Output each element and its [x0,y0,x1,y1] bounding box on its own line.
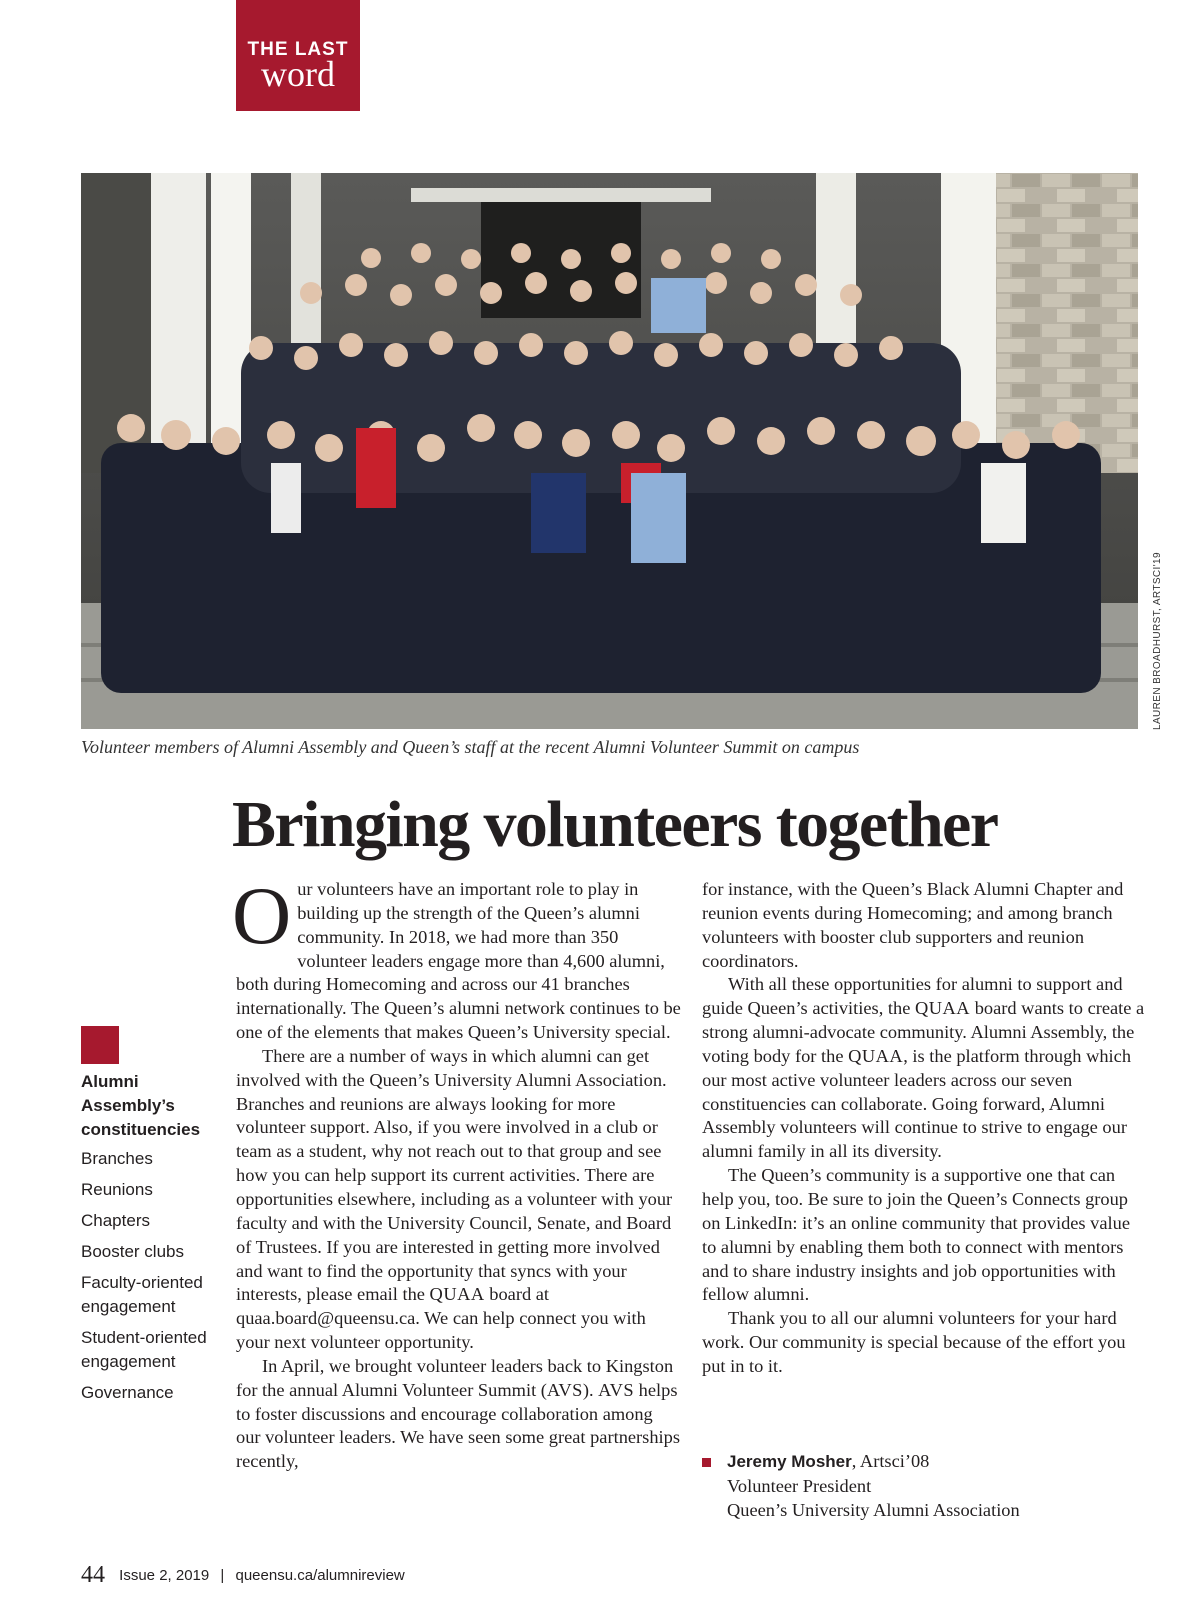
paragraph-5-text-c: , is the platform through which our most active volunteer leaders across our seven constituencies can collaborate. Going forward, Alumni Assembly volunteers will continue to strive to engage our alumni family in all its diversity. [702,1045,1132,1162]
issue-label: Issue 2, 2019 [119,1567,210,1584]
quaa-abbr-2: QUAA [914,998,971,1019]
dropcap: O [232,870,292,961]
photo-caption: Volunteer members of Alumni Assembly and Queen’s staff at the recent Alumni Volunteer Summit on campus [81,737,860,757]
avs-abbr: AVS [546,1379,583,1400]
sidebar-item: Student-oriented engagement [81,1328,207,1371]
article-headline: Bringing volunteers together [232,788,998,861]
paragraph-3 [236,1355,681,1474]
sidebar-accent-square [81,1026,119,1064]
section-tag-top: THE LAST [247,39,349,60]
sidebar-item: Reunions [81,1180,153,1199]
paragraph-2 [236,1045,681,1355]
paragraph-3-text-a: In April, we brought volunteer leaders back to Kingston for the annual Alumni Volunteer Summit ( [236,1355,674,1400]
paragraph-2-text-b: board at quaa.board@queensu.ca. We can help connect you with your next volunteer opportunity. [236,1284,646,1353]
paragraph-7: Thank you to all our alumni volunteers for your hard work. Our community is special because of the effort you put in to it. [702,1308,1126,1376]
paragraph-2-text-a: There are a number of ways in which alumni can get involved with the Queen’s University Alumni Association. Branches and reunions are always looking for more volunteer support. Also, if you were involved in a club or team as a student, why not reach out to that group and see how you can help support its current activities. There are opportunities elsewhere, including as a volunteer with your faculty and with the University Council, Senate, and Board of Trustees. If you are interested in getting more involved and want to find the opportunity that syncs with your interests, please email the [236,1045,673,1305]
sidebar-title: Alumni Assembly’s constituencies [81,1072,201,1139]
paragraph-1-text: ur volunteers have an important role to play in building up the strength of the Queen’s alumni community. In 2018, we had more than 350 volunteer leaders engage more than 4,600 alumni, both during Homecoming and across our 41 branches internationally. The Queen’s alumni network continues to be one of the elements that makes Queen’s University special. [236,879,681,1043]
paragraph-3-text-b: ). [582,1379,599,1400]
paragraph-4: for instance, with the Queen’s Black Alumni Chapter and reunion events during Homecoming; and among branch volunteers with booster club supporters and reunion coordinators. [702,879,1124,971]
sidebar-item: Branches [81,1149,153,1168]
photo-credit: LAUREN BROADHURST, ARTSCI'19 [1152,552,1163,730]
group-photo [81,173,1138,729]
article-column-2 [702,878,1147,1379]
paragraph-5-text-a: With all these opportunities for alumni to support and guide Queen’s activities, the [702,974,1123,1019]
article-column-1 [232,870,681,1474]
quaa-abbr-3: QUAA [848,1045,904,1066]
paragraph-6: The Queen’s community is a supportive one that can help you, too. Be sure to join the Queen’s Connects group on LinkedIn: it’s an online community that provides value to alumni by enabling them both to connect with mentors and to share industry insights and job opportunities with fellow alumni. [702,1165,1131,1305]
sidebar-item: Booster clubs [81,1242,184,1261]
author-degree: , Artsci’08 [851,1451,930,1471]
page-number: 44 [81,1562,105,1588]
author-title: Volunteer President [727,1476,872,1496]
section-tag [236,0,360,111]
paragraph-1 [232,870,681,1045]
sidebar-list [81,1147,231,1412]
footer-url[interactable]: queensu.ca/alumnireview [235,1567,405,1584]
avs-abbr-2: AVS [598,1379,635,1400]
paragraph-5-text-b: board wants to create a strong alumni-advocate community. Alumni Assembly, the voting body for the [702,998,1145,1066]
paragraph-3-text-c: helps to foster discussions and encourage collaboration among our volunteer leaders. We have seen some great partnerships recently, [236,1379,680,1472]
author-signoff [702,1449,1147,1522]
author-organization: Queen’s University Alumni Association [727,1500,1020,1520]
sidebar-item: Governance [81,1383,174,1402]
paragraph-5 [702,973,1147,1164]
sidebar-item: Faculty-oriented engagement [81,1273,203,1316]
signoff-bullet-icon [702,1458,711,1467]
signoff-name-line [727,1449,1147,1474]
author-name: Jeremy Mosher [727,1452,852,1471]
sidebar-item: Chapters [81,1211,150,1230]
quaa-abbr: QUAA [429,1284,485,1305]
footer-separator: | [220,1567,225,1584]
page-footer [81,1562,405,1589]
section-tag-bottom: word [261,54,335,94]
